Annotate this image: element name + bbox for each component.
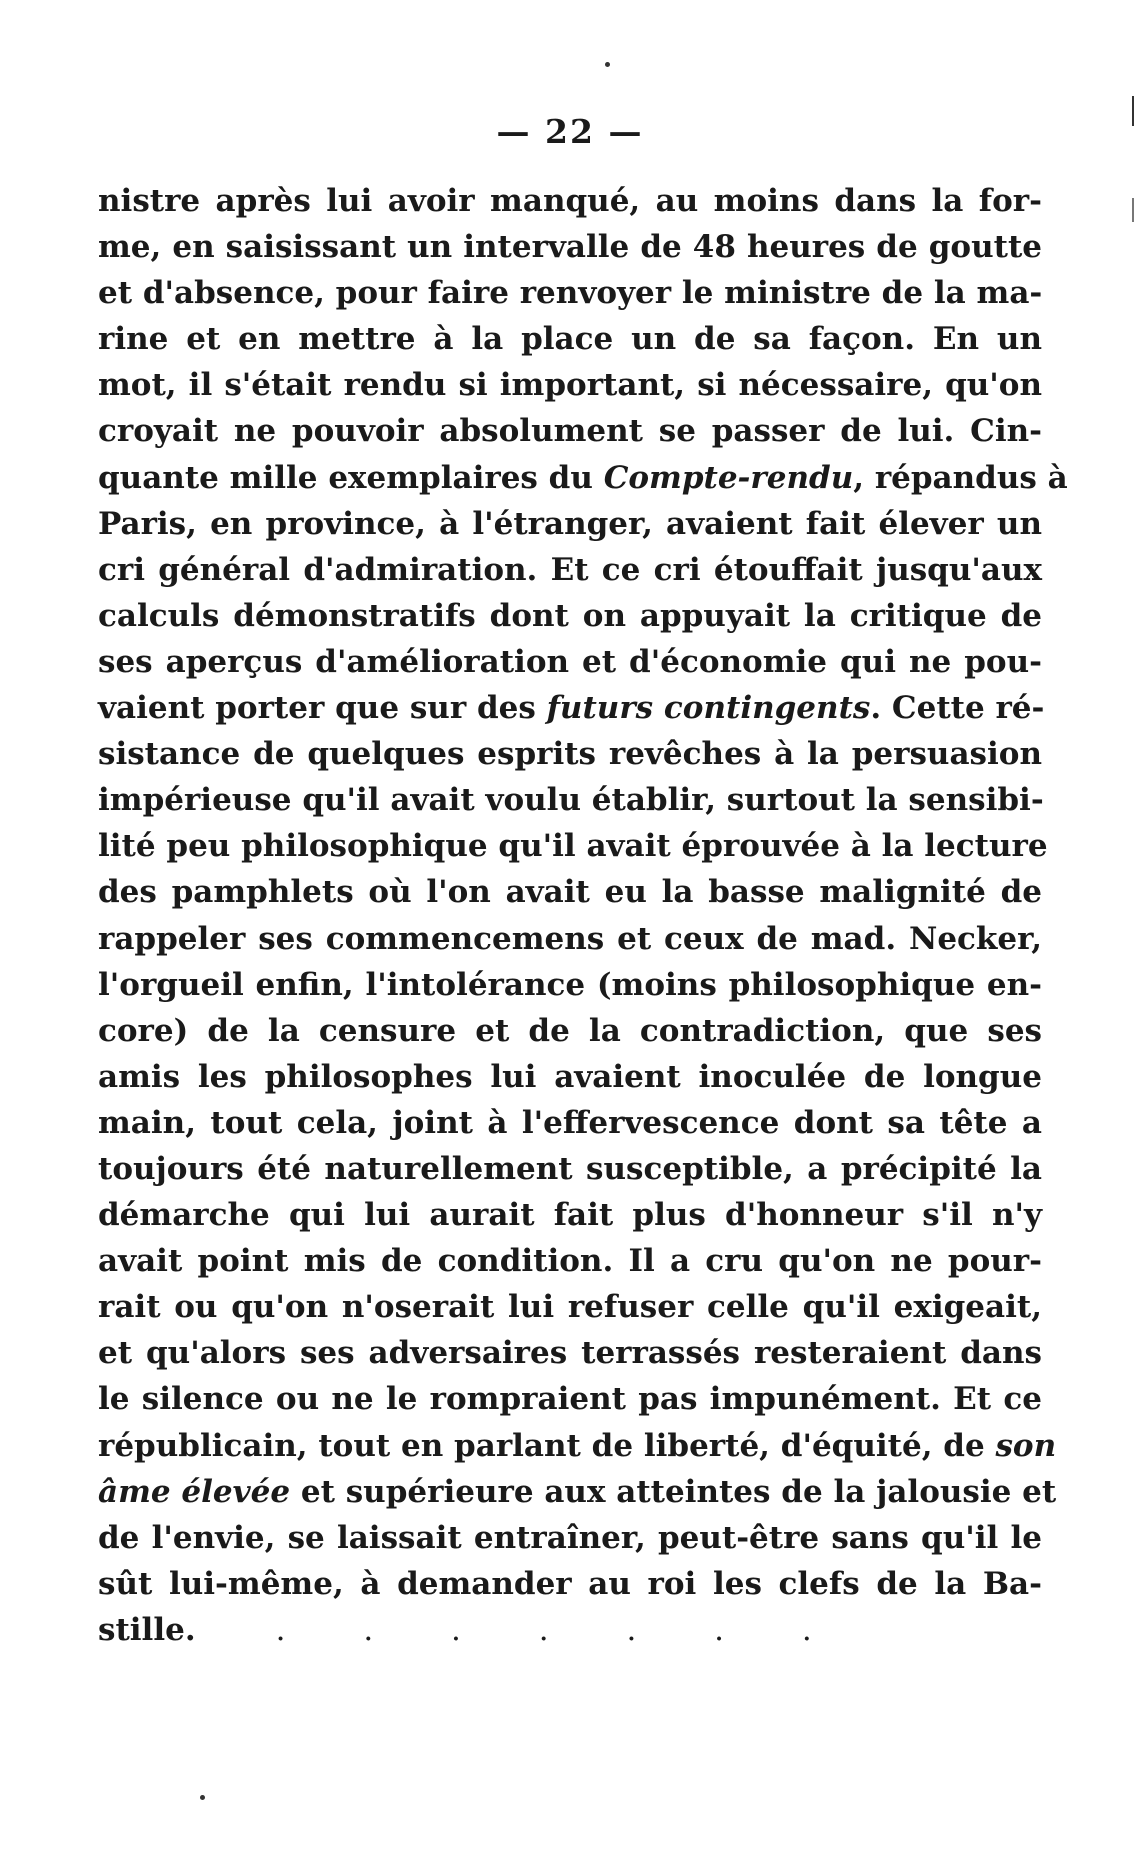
- trailing-dots: . . . . . . .: [275, 1611, 846, 1648]
- text-line: le silence ou ne le rompraient pas impunément. Et ce: [98, 1381, 1042, 1418]
- text-line: et qu'alors ses adversaires terrassés resteraient dans: [98, 1335, 1042, 1372]
- text-line: stille. . . . . . . .: [98, 1611, 846, 1648]
- text-line: me, en saisissant un intervalle de 48 heures de goutte: [98, 229, 1042, 266]
- text-line: calculs démonstratifs dont on appuyait la critique de: [98, 597, 1042, 634]
- text-line: et d'absence, pour faire renvoyer le ministre de la ma-: [98, 275, 1043, 312]
- text-line: rait ou qu'on n'oserait lui refuser celle qu'il exigeait,: [98, 1289, 1042, 1326]
- text-line: ses aperçus d'amélioration et d'économie qui ne pou-: [98, 643, 1042, 680]
- text-line: quante mille exemplaires du Compte-rendu, répandus à: [98, 459, 1068, 496]
- ink-speck: [605, 62, 610, 67]
- text-line: impérieuse qu'il avait voulu établir, surtout la sensibi-: [98, 782, 1044, 819]
- italic-phrase: âme élevée: [98, 1473, 291, 1510]
- text-line: amis les philosophes lui avaient inoculée de longue: [98, 1058, 1042, 1095]
- text-line: rappeler ses commencemens et ceux de mad. Necker,: [98, 920, 1042, 957]
- text-line: âme élevée et supérieure aux atteintes de la jalousie et: [98, 1473, 1057, 1510]
- text-line: Paris, en province, à l'étranger, avaient fait élever un: [98, 505, 1042, 542]
- ink-speck: [200, 1795, 205, 1800]
- italic-phrase: son: [995, 1427, 1057, 1464]
- text-line: mot, il s'était rendu si important, si nécessaire, qu'on: [98, 367, 1042, 404]
- text-line: démarche qui lui aurait fait plus d'honneur s'il n'y: [98, 1197, 1042, 1234]
- text-line: croyait ne pouvoir absolument se passer de lui. Cin-: [98, 413, 1042, 450]
- text-line: vaient porter que sur des futurs contingents. Cette ré-: [98, 690, 1045, 727]
- text-line: nistre après lui avoir manqué, au moins dans la for-: [98, 183, 1042, 219]
- text-line: l'orgueil enfin, l'intolérance (moins philosophique en-: [98, 966, 1042, 1003]
- text-line: toujours été naturellement susceptible, a précipité la: [98, 1150, 1042, 1187]
- text-line: avait point mis de condition. Il a cru qu'on ne pour-: [98, 1243, 1042, 1280]
- page-number: — 22 —: [496, 112, 644, 151]
- text-line: rine et en mettre à la place un de sa façon. En un: [98, 321, 1042, 358]
- margin-mark: [1132, 198, 1134, 222]
- text-line: républicain, tout en parlant de liberté, d'équité, de son: [98, 1427, 1057, 1464]
- text-line: cri général d'admiration. Et ce cri étouffait jusqu'aux: [98, 551, 1042, 588]
- text-line: des pamphlets où l'on avait eu la basse malignité de: [98, 874, 1042, 911]
- body-text: [98, 178, 1068, 1653]
- text-line: sistance de quelques esprits revêches à la persuasion: [98, 736, 1042, 773]
- text-line: main, tout cela, joint à l'effervescence dont sa tête a: [98, 1104, 1042, 1141]
- margin-mark: [1132, 96, 1134, 126]
- text-line: core) de la censure et de la contradiction, que ses: [98, 1012, 1042, 1049]
- text-line: sût lui-même, à demander au roi les clefs de la Ba-: [98, 1565, 1042, 1602]
- text-line: lité peu philosophique qu'il avait éprouvée à la lecture: [98, 828, 1048, 865]
- italic-phrase: futurs contingents: [546, 690, 871, 727]
- text-line: de l'envie, se laissait entraîner, peut-être sans qu'il le: [98, 1519, 1042, 1556]
- italic-title: Compte-rendu: [603, 459, 854, 496]
